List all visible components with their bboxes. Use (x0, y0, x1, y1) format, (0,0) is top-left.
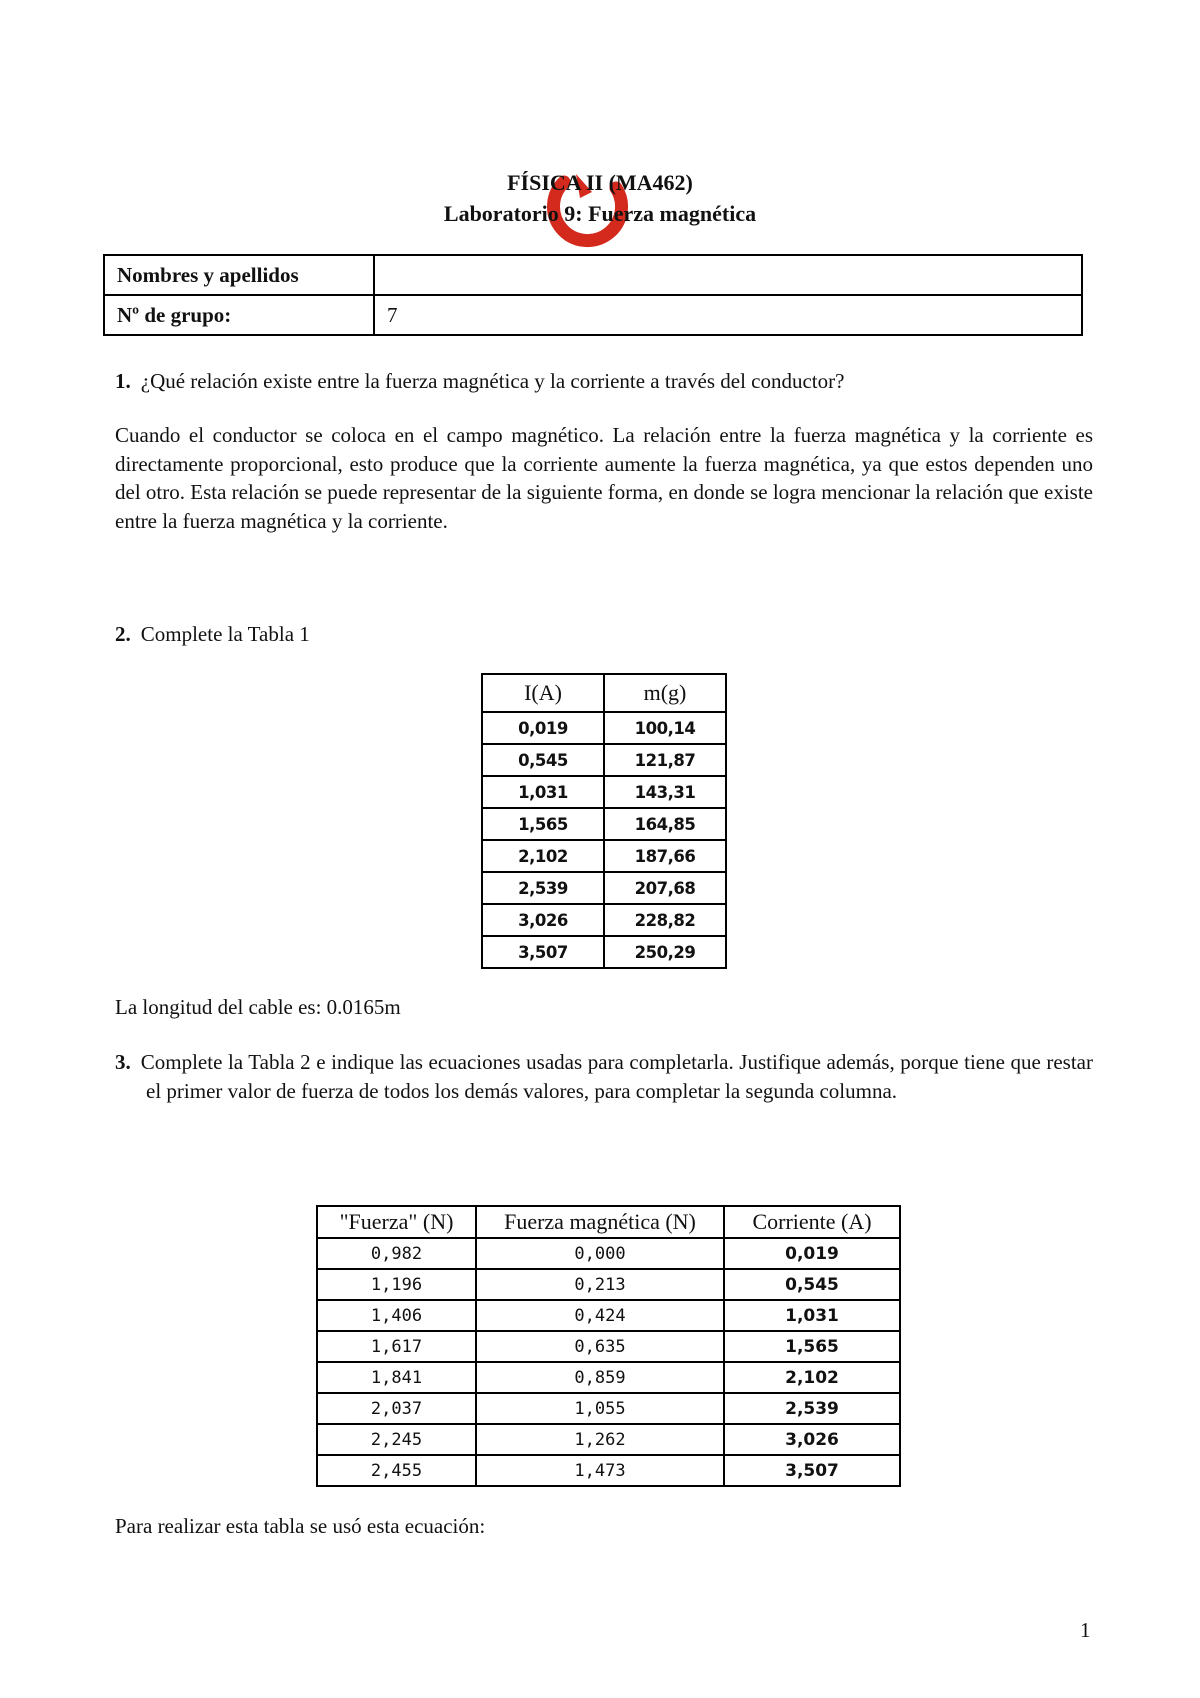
table-cell: 0,545 (724, 1269, 900, 1300)
table-cell: 0,545 (482, 744, 604, 776)
table-1-header: m(g) (604, 674, 726, 712)
question-2 (115, 620, 310, 648)
lab-title: Laboratorio 9: Fuerza magnética (443, 201, 757, 226)
table-cell: 1,196 (317, 1269, 476, 1300)
table-row (482, 744, 726, 776)
table-cell: 3,026 (482, 904, 604, 936)
table-row (482, 776, 726, 808)
cable-length (115, 993, 401, 1021)
table-cell: 2,539 (724, 1393, 900, 1424)
table-cell: 2,539 (482, 872, 604, 904)
answer-1: Cuando el conductor se coloca en el campo magnético. La relación entre la fuerza magnética y la corriente es directamente proporcional, esto produce que la corriente aumente la fuerza magnética, ya que estos dependen uno del otro. Esta relación se puede representar de la siguiente forma, en donde se logra mencionar la relación que existe entre la fuerza magnética y la corriente. (115, 423, 1093, 533)
table-cell: 1,031 (724, 1300, 900, 1331)
table-cell: 1,841 (317, 1362, 476, 1393)
question-2-number: 2. (115, 622, 131, 646)
table-cell: 0,000 (476, 1238, 724, 1269)
table-row (482, 904, 726, 936)
question-3-text: Complete la Tabla 2 e indique las ecuaciones usadas para completarla. Justifique además, porque tiene que restar el primer valor de fuerza de todos los demás valores, para completar la segunda columna. (140, 1050, 1093, 1103)
table-cell: 0,019 (482, 712, 604, 744)
table-cell: 1,617 (317, 1331, 476, 1362)
table-row (317, 1238, 900, 1269)
table-cell: 0,859 (476, 1362, 724, 1393)
table-cell: 1,473 (476, 1455, 724, 1486)
question-1-number: 1. (115, 369, 131, 393)
table-cell: 100,14 (604, 712, 726, 744)
table-cell: 1,406 (317, 1300, 476, 1331)
table-cell: 0,213 (476, 1269, 724, 1300)
table-cell: 1,262 (476, 1424, 724, 1455)
table-2-header: "Fuerza" (N) (317, 1206, 476, 1238)
table-cell: 121,87 (604, 744, 726, 776)
table-row (317, 1331, 900, 1362)
table-row (317, 1393, 900, 1424)
table-2-header: Corriente (A) (724, 1206, 900, 1238)
page-number: 1 (1080, 1618, 1091, 1642)
table-cell: 1,565 (482, 808, 604, 840)
course-title: FÍSICA II (MA462) (507, 170, 693, 195)
table-cell: 143,31 (604, 776, 726, 808)
table-row (317, 1424, 900, 1455)
table-cell: 2,245 (317, 1424, 476, 1455)
student-info-table (103, 254, 1083, 336)
name-label: Nombres y apellidos (104, 255, 374, 295)
table-cell: 2,102 (724, 1362, 900, 1393)
table-row (482, 712, 726, 744)
question-3-number: 3. (115, 1050, 131, 1074)
table-cell: 1,565 (724, 1331, 900, 1362)
group-label: Nº de grupo: (104, 295, 374, 335)
table-1 (481, 673, 727, 969)
table-cell: 3,507 (482, 936, 604, 968)
table-row (482, 872, 726, 904)
table-cell: 2,102 (482, 840, 604, 872)
table-cell: 3,507 (724, 1455, 900, 1486)
table-cell: 1,055 (476, 1393, 724, 1424)
question-1-text: ¿Qué relación existe entre la fuerza magnética y la corriente a través del conductor? (140, 369, 845, 393)
table-row (317, 1300, 900, 1331)
table-row (317, 1269, 900, 1300)
table-cell: 0,635 (476, 1331, 724, 1362)
table-cell: 2,037 (317, 1393, 476, 1424)
table-2 (316, 1205, 901, 1487)
table-cell: 1,031 (482, 776, 604, 808)
cable-length-text: La longitud del cable es: 0.0165m (115, 995, 401, 1019)
table-1-header: I(A) (482, 674, 604, 712)
group-value: 7 (374, 295, 1082, 335)
table-cell: 0,982 (317, 1238, 476, 1269)
table-row (317, 1362, 900, 1393)
table-cell: 3,026 (724, 1424, 900, 1455)
table-row (482, 808, 726, 840)
table-cell: 228,82 (604, 904, 726, 936)
table-row (482, 840, 726, 872)
question-1 (115, 367, 844, 395)
table-cell: 0,019 (724, 1238, 900, 1269)
table-cell: 2,455 (317, 1455, 476, 1486)
equation-note (115, 1512, 485, 1540)
table-cell: 0,424 (476, 1300, 724, 1331)
question-3 (115, 1048, 1093, 1105)
table-cell: 187,66 (604, 840, 726, 872)
equation-note-text: Para realizar esta tabla se usó esta ecuación: (115, 1514, 486, 1538)
table-cell: 164,85 (604, 808, 726, 840)
table-row (482, 936, 726, 968)
table-cell: 250,29 (604, 936, 726, 968)
name-value (374, 255, 1082, 295)
table-2-header: Fuerza magnética (N) (476, 1206, 724, 1238)
table-cell: 207,68 (604, 872, 726, 904)
question-2-text: Complete la Tabla 1 (140, 622, 310, 646)
table-row (317, 1455, 900, 1486)
